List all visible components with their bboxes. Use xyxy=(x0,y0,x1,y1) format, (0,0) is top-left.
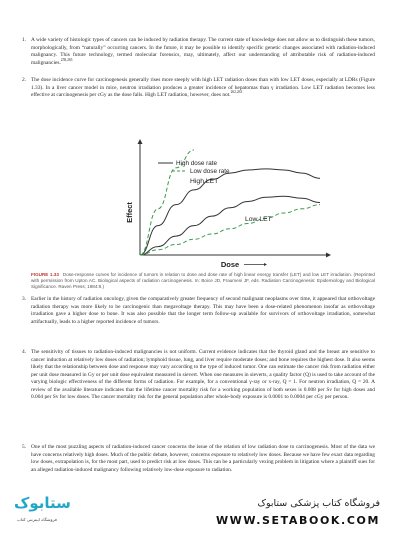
legend-label: High dose rate xyxy=(176,160,217,168)
caption-text: Dose-response curves for incidence of tumors in relation to dose and dose rate of high linear energy transfer (LET) and low LET irradiation. (Reprinted with permission from Upton AC. Biological aspects of radiation carcinogenesis. In: Boice JD, Fraumeni JF, eds. Radiation Carcinogenesis: Epidemiology and Biological Significance. Raven Press; 1984:9.) xyxy=(31,272,375,290)
logo-text: ستابوک xyxy=(14,494,71,512)
footer-persian-text: فروشگاه کتاب پزشکی ستابوک xyxy=(257,498,380,509)
item-text: Earlier in the history of radiation oncology, given the comparatively greater frequency of second malignant neoplasms over time, it appeared that orthovoltage radiation therapy was more likely to be carcinogenic than megavoltage therapy. This may have been a dose-related phenomenon insofar as orthovoltage irradiation gave a higher dose to bone. It was also possible that the longer term follow-up available for survivors of orthovoltage irradiation, somewhat artifactually, leads to a higher reported incidence of tumors. xyxy=(31,296,375,325)
legend-label: Low dose rate xyxy=(190,168,230,176)
y-axis-arrow xyxy=(138,139,143,144)
figure-caption xyxy=(31,272,375,291)
publisher-footer xyxy=(0,490,400,535)
item-number: 5. xyxy=(22,444,27,450)
item-ref: 258,265 xyxy=(60,57,73,62)
item-3 xyxy=(22,296,375,326)
item-text: The sensitivity of tissues to radiation-induced malignancies is not uniform. Current evidence indicates that the thyroid gland and the breast are sensitive to cancer induction at relatively low doses of radiation; lymphoid tissue, lung, and liver require moderate doses; and bone requires the highest dose. It also seems likely that the relationship between dose and response may vary according to the type of induced tumor. One can estimate the cancer risk from radiation either per unit dose measured in Gy or per unit dose equivalent measured in sievert. When one measures in sieverts, a quality factor (Q) is used to take account of the varying biologic effectiveness of the different forms of radiation. For example, for a conventional γ-ray or x-ray, Q = 1. For neutron irradiation, Q = 20. A review of the available literature indicates that the lifetime cancer mortality risk for a working population of both sexes is 0.008 per Sv for high doses and 0.004 per Sv for low doses. The cancer mortality risk for the general population after whole-body exposure is 0.0001 to 0.0004 per cGy per person. xyxy=(31,349,375,400)
item-number: 2. xyxy=(22,77,27,83)
item-5 xyxy=(22,444,375,474)
annotation-label: High LET xyxy=(190,178,219,185)
item-number: 3. xyxy=(22,296,27,302)
item-number: 4. xyxy=(22,349,27,355)
series-low-let-high-dose-rate xyxy=(140,196,320,255)
figure-label: FIGURE 1.33 xyxy=(31,272,59,277)
item-number: 1. xyxy=(22,37,27,43)
series-low-let-low-dose-rate xyxy=(140,205,320,255)
item-4 xyxy=(22,349,375,402)
x-axis-arrow xyxy=(326,253,331,258)
setabook-logo xyxy=(14,493,71,533)
item-text: A wide variety of histologic types of cancers can be induced by radiation therapy. The current state of knowledge does not allow us to distinguish these tumors, morphologically, from “naturally” occurring cancers. In the future, it may be possible to identify specific genetic changes associated with radiation-induced malignancy. This future technology, termed molecular forensics, may, ultimately, affect our understanding of attributable risk of radiation-induced malignancies. xyxy=(31,37,375,66)
item-text: The dose incidence curve for carcinogenesis generally rises more steeply with high LET radiation doses than with low LET doses, especially at LDRs (Figure 1.33). In a liver cancer model in mice, neutron irradiation produces a greater incidence of hepatomas than γ irradiation. Low LET radiation becomes less effective at carcinogenesis per cGy as the dose falls. High LET radiation, however, does not. xyxy=(31,77,375,98)
item-ref: 262,263 xyxy=(230,90,243,95)
x-axis-label: Dose xyxy=(220,260,240,269)
y-axis-label: Effect xyxy=(125,202,134,223)
annotation-label: Low LET xyxy=(245,216,272,223)
logo-subtext: فروشگاه اینترنتی کتاب xyxy=(17,517,57,522)
item-text: One of the most puzzling aspects of radiation-induced cancer concerns the issue of the relation of low radiation dose to carcinogenesis. Most of the data we have concerns relatively high doses. Much of the public debate, however, concerns exposure to relatively low doses. Because we have few exact data regarding low doses, extrapolation is, for the most part, used to predict risk at low doses. This can be a particularly vexing problem in litigation where a plaintiff sues for an alleged radiation-induced malignancy following relatively low-dose exposure to radiation. xyxy=(31,444,375,473)
footer-url[interactable]: WWW.SETABOOK.COM xyxy=(215,514,380,527)
x-axis-label-arrowhead xyxy=(264,263,267,266)
